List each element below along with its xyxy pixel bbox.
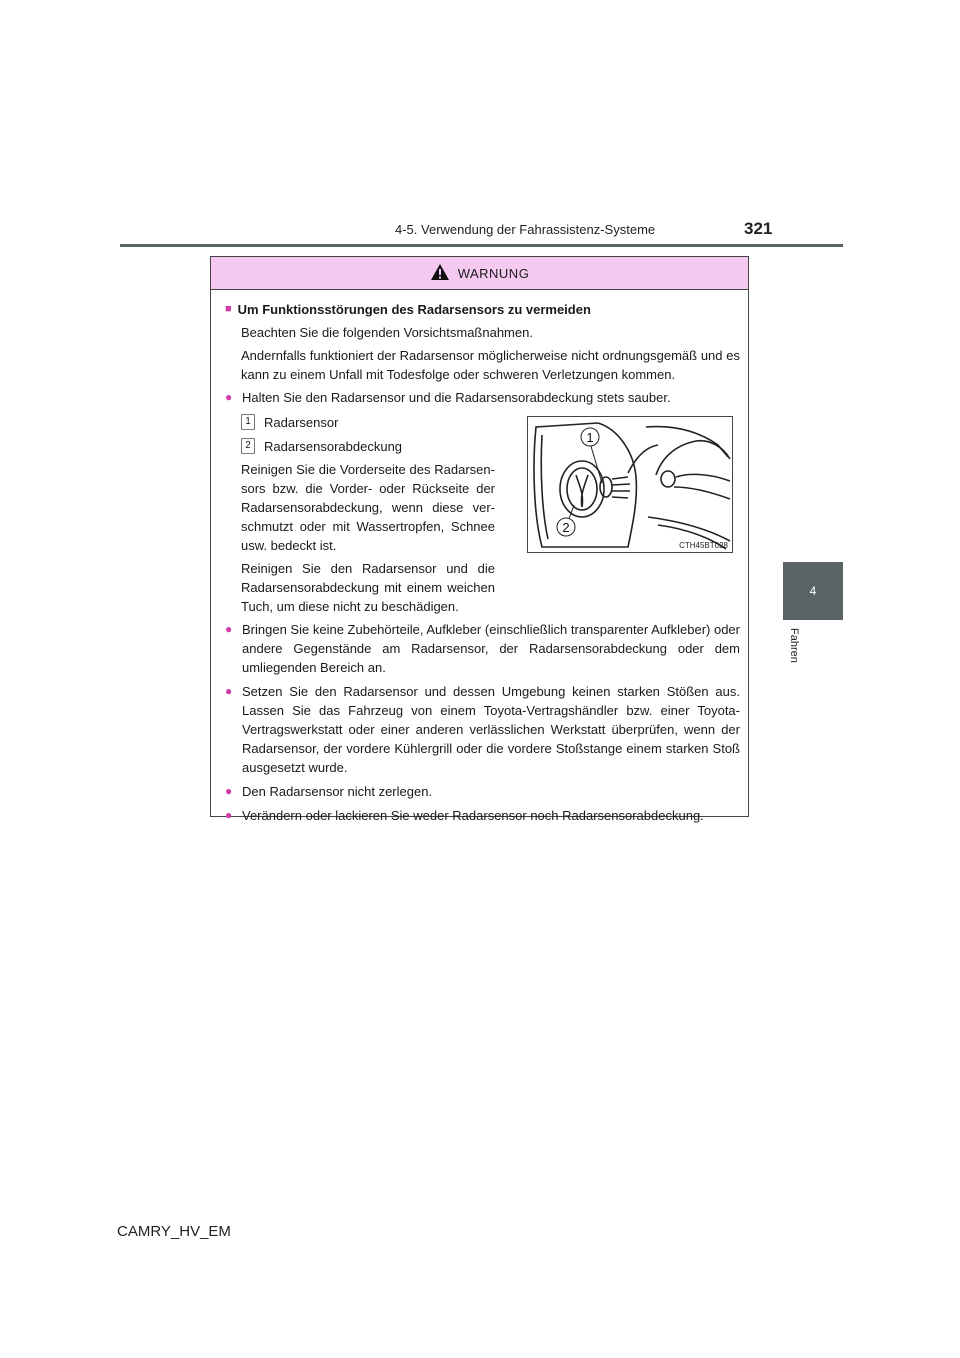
warning-body <box>225 300 740 830</box>
footer-model-code: CAMRY_HV_EM <box>117 1223 231 1240</box>
header-section-title: 4-5. Verwendung der Fahrassistenz-Systeme <box>395 222 656 237</box>
intro-paragraph-2: Andernfalls funktioniert der Radarsensor möglicherweise nicht ordnungsgemäß und es kann zu einem Unfall mit Todesfolge oder schweren Verletzungen kommen. <box>241 348 740 382</box>
bullet-item: ● Den Radarsensor nicht zerlegen. <box>225 784 433 799</box>
cleaning-paragraph-1: Reinigen Sie die Vorderseite des Radarsensors bzw. die Vorder- oder Rückseite der Radarsensorabdeckung, wenn diese verschmutzt oder mit Wassertropfen, Schnee usw. bedeckt ist. <box>241 462 495 553</box>
warning-box <box>210 256 749 823</box>
number-badge: 2 <box>241 438 255 454</box>
bullet-dot-icon: ● <box>225 808 233 822</box>
bullet-item: ● Verändern oder lackieren Sie weder Radarsensor noch Radarsensorabdeckung. <box>225 808 704 823</box>
sensor-text-column <box>225 412 495 620</box>
radar-sensor-illustration <box>528 417 732 552</box>
bullet-dot-icon: ● <box>225 784 233 798</box>
page-number: 321 <box>744 219 773 238</box>
cleaning-paragraph-2: Reinigen Sie den Radarsensor und die Radarsensorabdeckung mit einem weichen Tuch, um diese nicht zu beschädigen. <box>241 561 495 614</box>
bullet-dot-icon: ● <box>225 390 233 404</box>
bullet-dot-icon: ● <box>225 684 233 698</box>
number-badge: 1 <box>241 414 255 430</box>
warning-triangle-icon <box>430 263 450 284</box>
warning-heading: ■ Um Funktionsstörungen des Radarsensors zu vermeiden <box>225 302 591 317</box>
radar-sensor-figure <box>527 416 733 553</box>
warning-title: WARNUNG <box>457 265 530 281</box>
bullet-item: ● Halten Sie den Radarsensor und die Radarsensorabdeckung stets sauber. <box>225 390 671 405</box>
numbered-item: 2 Radarsensorabdeckung <box>241 436 495 456</box>
bullet-item: ● Setzen Sie den Radarsensor und dessen Umgebung keinen starken Stößen aus. Lassen Sie das Fahrzeug von einem Toyota-Vertragshändler bzw. einer Toyota-Vertragswerkstatt oder einer anderen verlässlichen Werkstatt überprüfen, wenn der Radarsensor, der vordere Kühlergrill oder die vordere Stoßstange einem starken Stoß ausgesetzt wurde. <box>225 684 740 775</box>
square-bullet-icon: ■ <box>225 303 232 315</box>
bullet-dot-icon: ● <box>225 622 233 636</box>
bullet-item: ● Bringen Sie keine Zubehörteile, Aufkleber (einschließlich transparenter Aufkleber) oder andere Gegenstände am Radarsensor, der Radarsensorabdeckung oder dem umliegenden Bereich an. <box>225 622 740 675</box>
chapter-tab: 4 <box>783 562 843 620</box>
warning-header <box>211 257 748 290</box>
chapter-label: Fahren <box>788 628 800 663</box>
numbered-item: 1 Radarsensor <box>241 412 495 432</box>
figure-callout-1: 1 <box>586 430 594 445</box>
figure-callout-2: 2 <box>562 520 570 535</box>
intro-paragraph-1: Beachten Sie die folgenden Vorsichtsmaßnahmen. <box>241 325 533 340</box>
header-rule <box>120 244 843 247</box>
figure-code: CTH45BT028 <box>679 541 728 550</box>
